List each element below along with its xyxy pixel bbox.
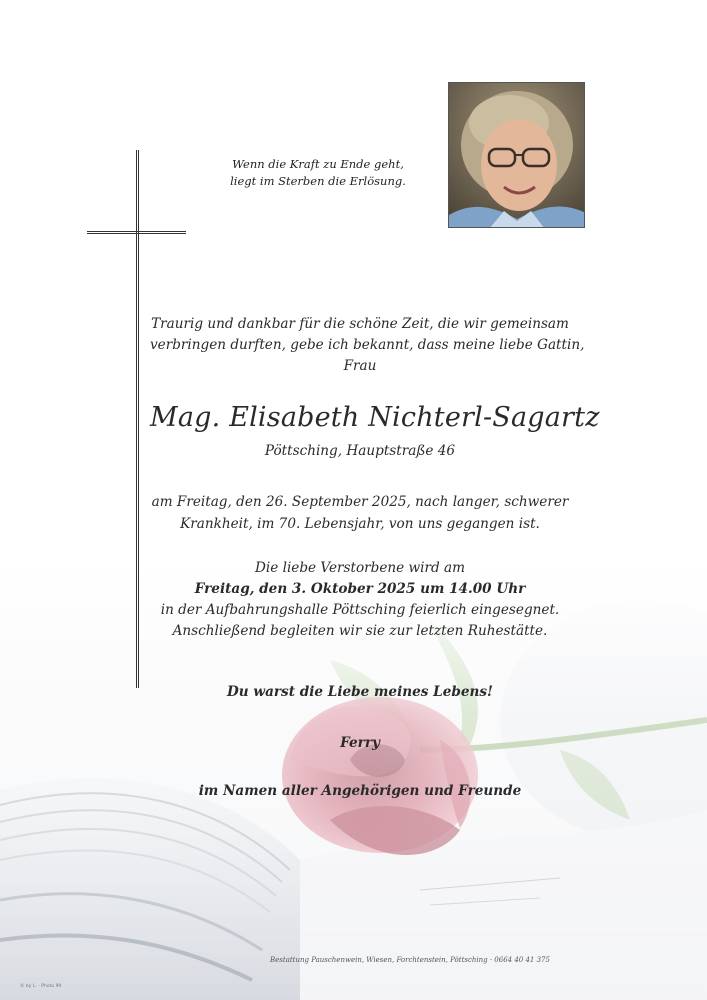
funeral-info xyxy=(150,558,570,642)
intro-line-3: Frau xyxy=(343,358,377,374)
death-line-2: Krankheit, im 70. Lebensjahr, von uns gegangen ist. xyxy=(180,516,540,532)
deceased-name: Mag. Elisabeth Nichterl-Sagartz xyxy=(150,402,600,433)
funeral-date-time: Freitag, den 3. Oktober 2025 um 14.00 Uhr xyxy=(194,581,526,597)
memorial-quote xyxy=(218,156,418,190)
quote-line-1: Wenn die Kraft zu Ende geht, xyxy=(232,157,404,171)
death-notice xyxy=(150,491,570,535)
funeral-home-footer: Bestattung Pauschenwein, Wiesen, Forchtenstein, Pöttsching · 0664 40 41 375 xyxy=(270,956,550,964)
quote-line-2: liegt im Sterben die Erlösung. xyxy=(230,174,406,188)
family-line: im Namen aller Angehörigen und Freunde xyxy=(198,783,522,799)
intro-text xyxy=(150,314,585,377)
funeral-line-1: Die liebe Verstorbene wird am xyxy=(254,560,466,576)
intro-line-1: Traurig und dankbar für die schöne Zeit, die wir gemeinsam xyxy=(151,316,569,332)
portrait-photo xyxy=(448,82,585,228)
copyright-note: © by L. - Photo 99 xyxy=(20,984,62,989)
dedication-text: Du warst die Liebe meines Lebens! xyxy=(226,684,494,700)
funeral-line-3: in der Aufbahrungshalle Pöttsching feierlich eingesegnet. xyxy=(160,602,560,618)
death-line-1: am Freitag, den 26. September 2025, nach langer, schwerer xyxy=(151,494,569,510)
funeral-line-4: Anschließend begleiten wir sie zur letzten Ruhestätte. xyxy=(172,623,548,639)
intro-line-2: verbringen durften, gebe ich bekannt, dass meine liebe Gattin, xyxy=(150,337,585,353)
cross-icon-bar xyxy=(87,231,186,234)
deceased-address: Pöttsching, Hauptstraße 46 xyxy=(264,443,456,459)
signer-name: Ferry xyxy=(340,735,380,751)
